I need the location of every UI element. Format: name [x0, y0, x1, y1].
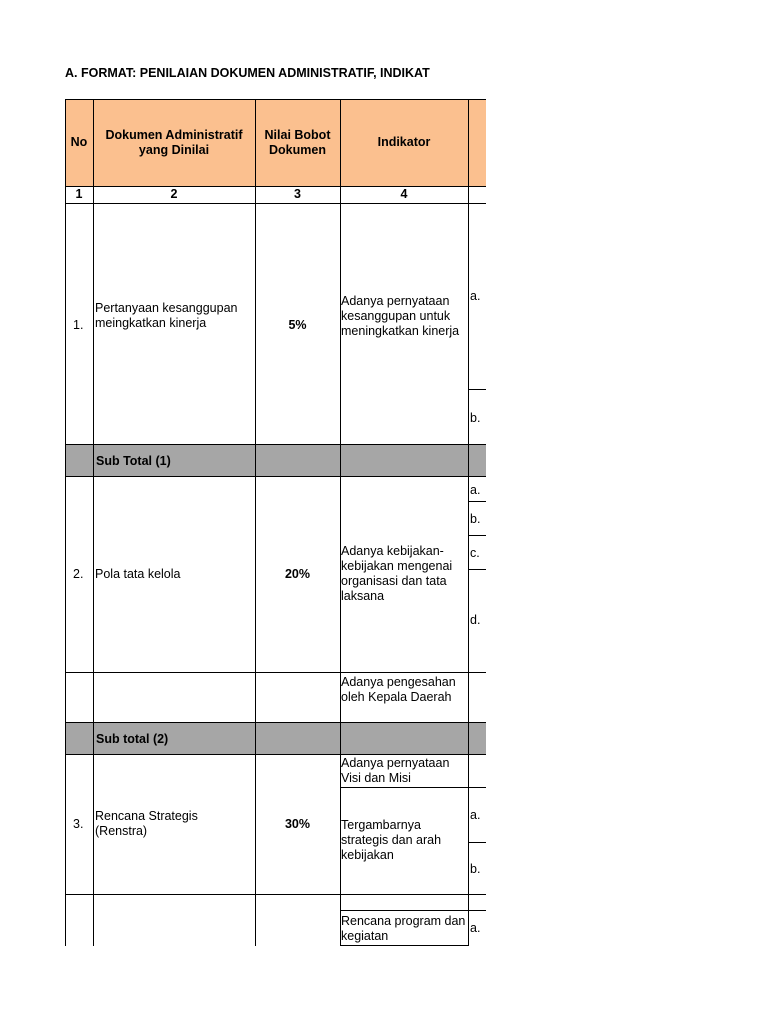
row-2-dokumen: Pola tata kelola [95, 567, 181, 581]
row-3-sub-b: b. [470, 862, 481, 876]
page-title: A. FORMAT: PENILAIAN DOKUMEN ADMINISTRATIF, INDIKAT [65, 66, 430, 80]
row-1-no: 1. [73, 318, 84, 332]
row-1-bobot: 5% [288, 318, 307, 332]
row-3-bobot: 30% [284, 817, 311, 831]
row-2-sub-c: c. [470, 546, 480, 560]
col-number-4: 4 [400, 187, 408, 201]
row-2-no: 2. [73, 567, 84, 581]
col-number-3: 3 [294, 187, 301, 201]
col-number-1: 1 [75, 187, 83, 201]
col-number-2: 2 [170, 187, 178, 201]
header-indikator: Indikator [340, 99, 468, 186]
row-2-sub-a: a. [470, 483, 481, 497]
header-dokumen: Dokumen Administratif yang Dinilai [93, 99, 255, 186]
subtotal-1-label: Sub Total (1) [96, 454, 171, 468]
row-2b-indikator: Adanya pengesahan oleh Kepala Daerah [341, 675, 456, 704]
row-3-no: 3. [73, 817, 84, 831]
header-sub [468, 99, 486, 186]
row-3-dokumen: Rencana Strategis (Renstra) [95, 809, 198, 838]
row-3b-sub-a: a. [470, 921, 481, 935]
assessment-table [65, 99, 486, 946]
row-2-sub-d: d. [470, 613, 481, 627]
row-1-sub-b: b. [470, 411, 481, 425]
row-2-indikator: Adanya kebijakan-kebijakan mengenai organisasi dan tata laksana [341, 544, 453, 603]
row-1-indikator: Adanya pernyataan kesanggupan untuk meningkatkan kinerja [341, 294, 460, 338]
row-3b-indikator: Rencana program dan kegiatan [341, 914, 466, 943]
header-bobot: Nilai Bobot Dokumen [255, 99, 340, 186]
row-2-bobot: 20% [284, 567, 311, 581]
subtotal-2-label: Sub total (2) [96, 732, 169, 746]
row-1-sub-a: a. [470, 289, 481, 303]
header-no: No [65, 99, 93, 186]
row-2-sub-b: b. [470, 512, 481, 526]
row-3-sub-a: a. [470, 808, 481, 822]
row-3-indikator-2: Tergambarnya strategis dan arah kebijakan [341, 818, 442, 862]
row-3-indikator-1: Adanya pernyataan Visi dan Misi [341, 756, 450, 785]
row-1-dokumen: Pertanyaan kesanggupan meingkatkan kinerja [95, 301, 238, 330]
